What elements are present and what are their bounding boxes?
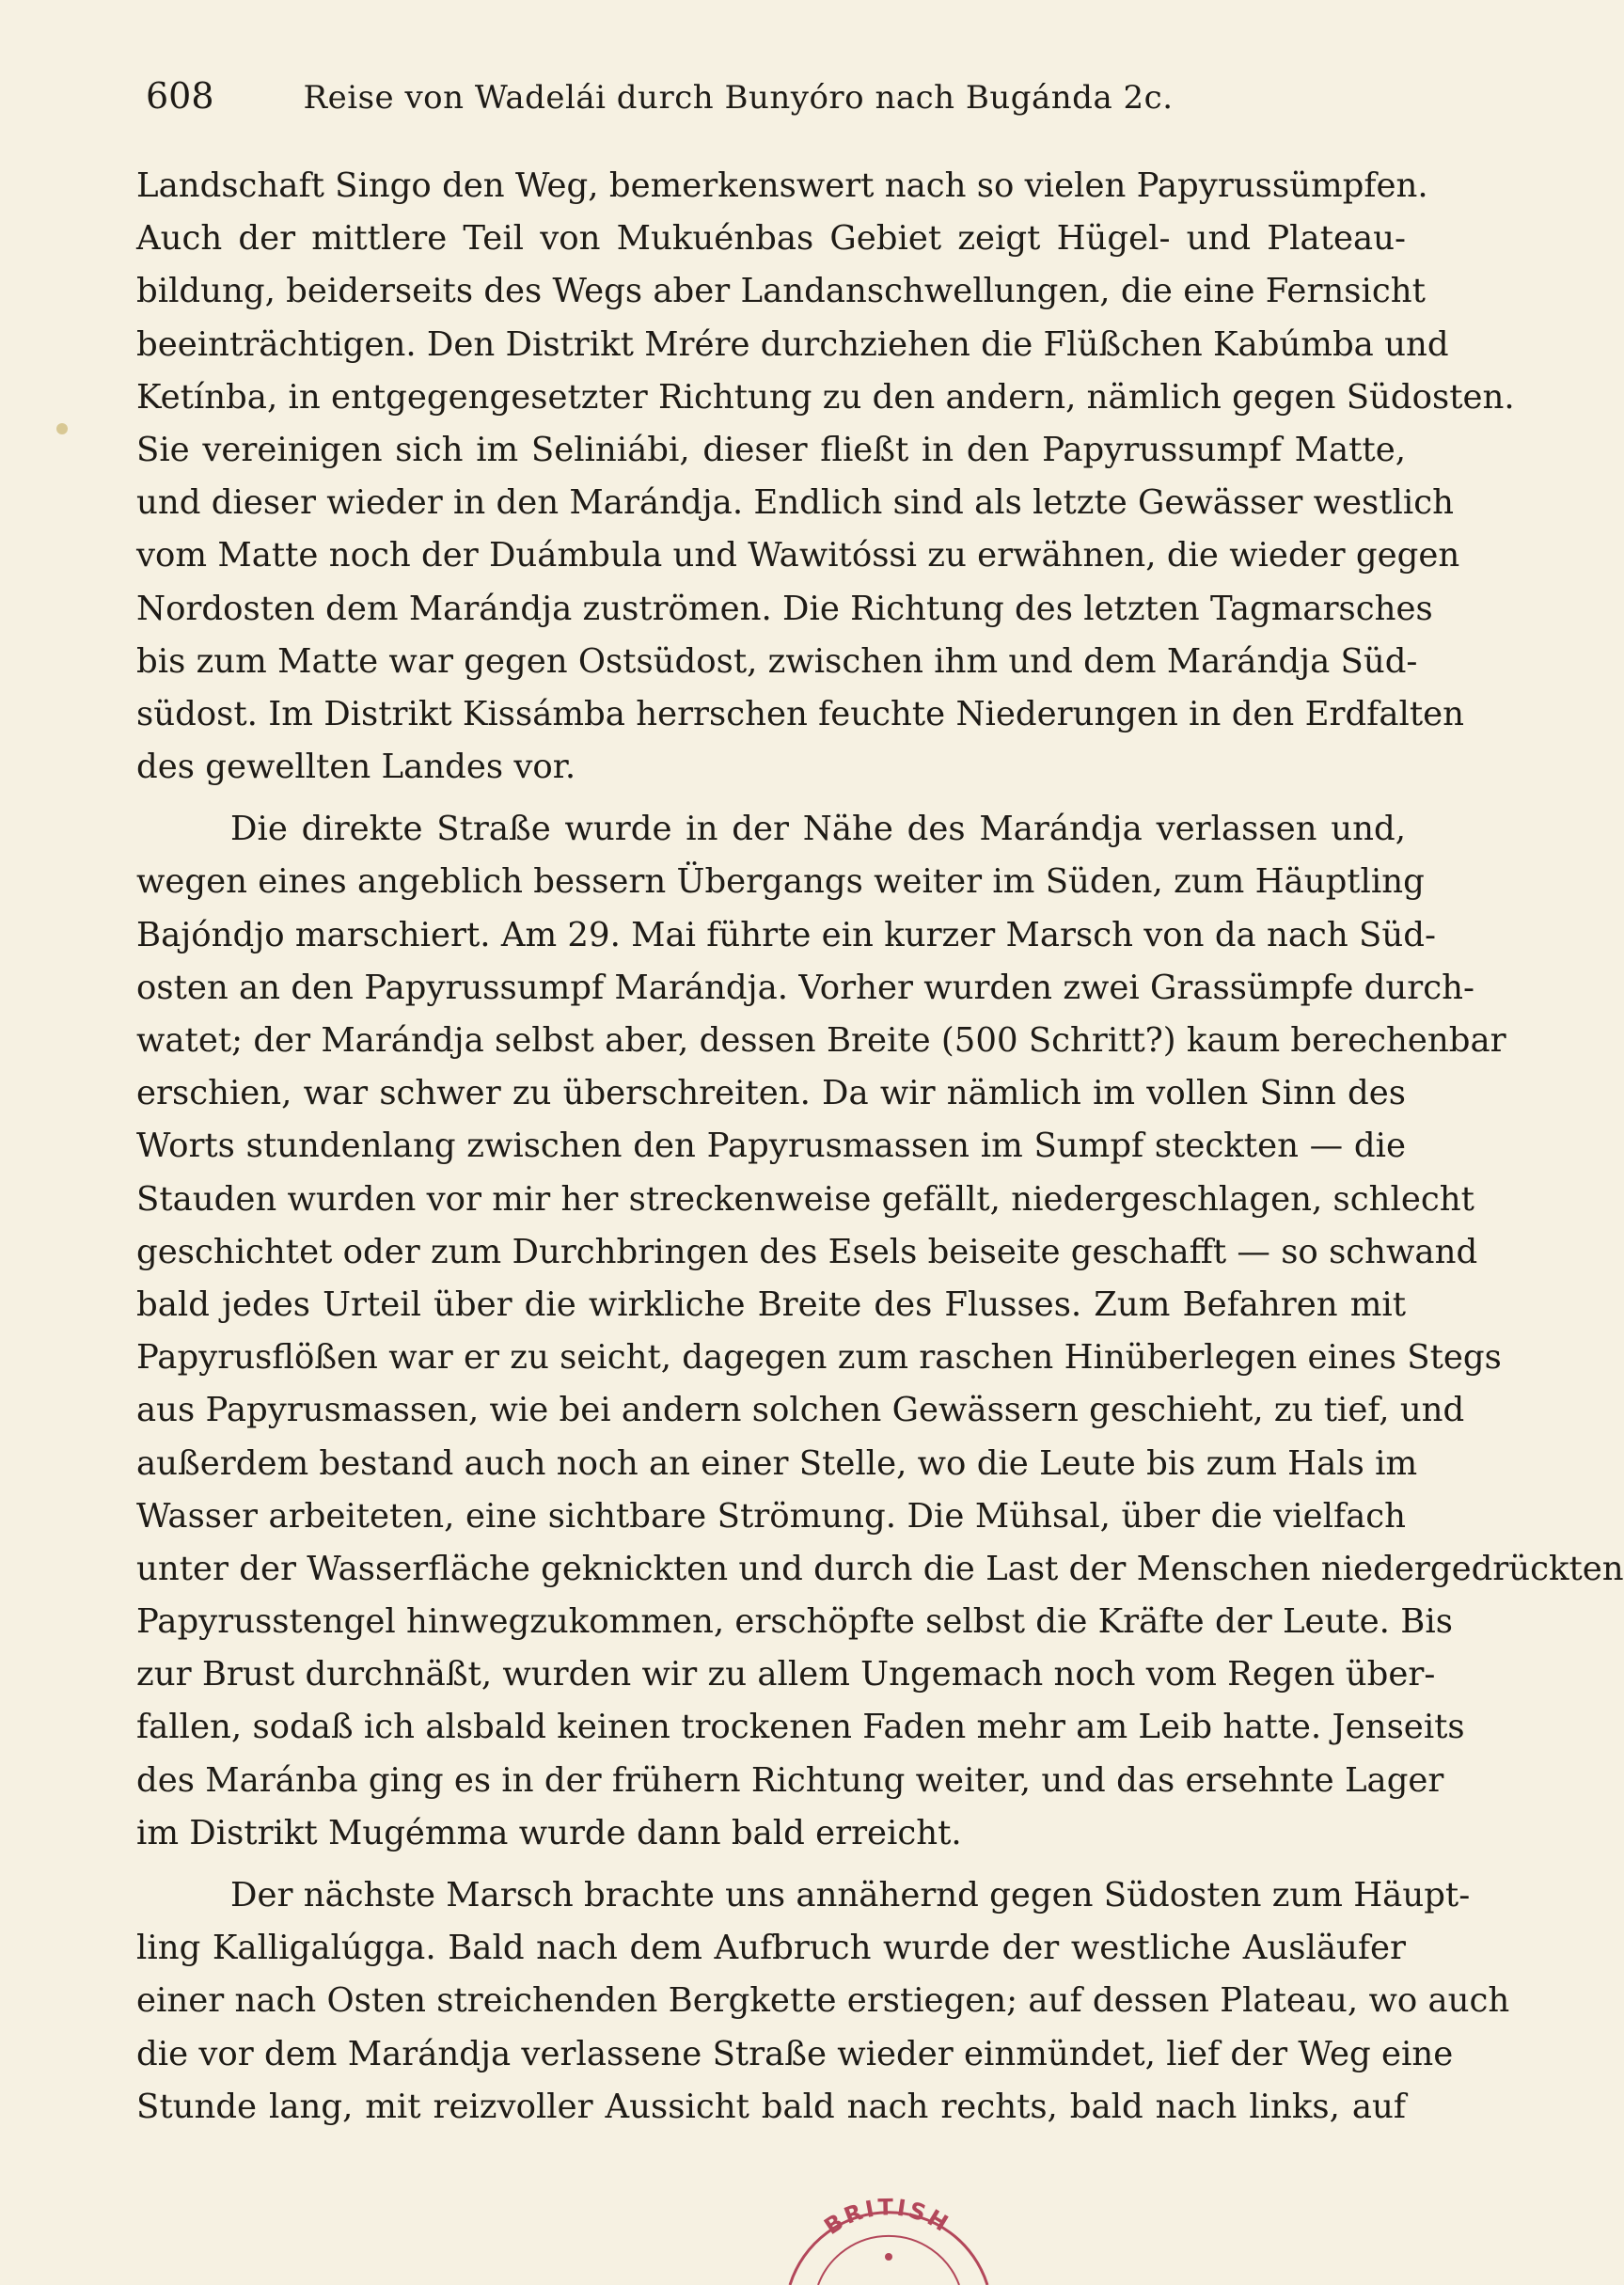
page-number: 608 <box>146 75 214 117</box>
stamp-outer-ring <box>790 2213 987 2285</box>
body-text <box>136 160 1624 2134</box>
text-line: geschichtet oder zum Durchbringen des Esels beiseite geschafft — so schwand <box>136 1232 1478 1271</box>
paragraph <box>136 160 1515 794</box>
text-line: Sie vereinigen sich im Seliniábi, dieser fließt in den Papyrussumpf Matte, <box>136 430 1406 469</box>
stamp-dot <box>885 2253 892 2261</box>
text-line: erschien, war schwer zu überschreiten. Da wir nämlich im vollen Sinn des <box>136 1074 1406 1113</box>
text-line: Der nächste Marsch brachte uns annähernd gegen Südosten zum Häupt- <box>230 1876 1471 1915</box>
text-line: Auch der mittlere Teil von Mukuénbas Gebiet zeigt Hügel- und Plateau- <box>136 219 1406 259</box>
text-line: außerdem bestand auch noch an einer Stelle, wo die Leute bis zum Hals im <box>136 1443 1418 1483</box>
paragraph <box>136 1869 1510 2134</box>
text-line: Bajóndjo marschiert. Am 29. Mai führte ein kurzer Marsch von da nach Süd- <box>136 915 1436 954</box>
text-line: bald jedes Urteil über die wirkliche Breite des Flusses. Zum Befahren mit <box>136 1284 1406 1324</box>
text-line: bis zum Matte war gegen Ostsüdost, zwischen ihm und dem Marándja Süd- <box>136 641 1418 681</box>
text-line: Stunde lang, mit reizvoller Aussicht bald nach rechts, bald nach links, auf <box>136 2087 1406 2126</box>
text-line: im Distrikt Mugémma wurde dann bald erreicht. <box>136 1813 962 1852</box>
text-line: die vor dem Marándja verlassene Straße wieder einmündet, lief der Weg eine <box>136 2034 1454 2073</box>
stamp-text: BRITISH <box>819 2194 955 2241</box>
text-line: einer nach Osten streichenden Bergkette erstiegen; auf dessen Plateau, wo auch <box>136 1981 1510 2021</box>
library-stamp <box>780 2135 997 2285</box>
text-line: beeinträchtigen. Den Distrikt Mrére durchziehen die Flüßchen Kabúmba und <box>136 324 1449 364</box>
paper-blemish <box>56 423 68 434</box>
text-line: Wasser arbeiteten, eine sichtbare Strömung. Die Mühsal, über die vielfach <box>136 1496 1406 1536</box>
text-line: und dieser wieder in den Marándja. Endlich sind als letzte Gewässer westlich <box>136 483 1454 523</box>
text-line: Landschaft Singo den Weg, bemerkenswert nach so vielen Papyrussümpfen. <box>136 166 1428 205</box>
text-line: wegen eines angeblich bessern Übergangs weiter im Süden, zum Häuptling <box>136 862 1425 902</box>
text-line: watet; der Marándja selbst aber, dessen Breite (500 Schritt?) kaum berechenbar <box>136 1021 1506 1060</box>
paragraph-gap <box>136 794 1406 803</box>
text-line: Papyrusflößen war er zu seicht, dagegen zum raschen Hinüberlegen eines Stegs <box>136 1338 1502 1378</box>
text-line: des gewellten Landes vor. <box>136 748 576 787</box>
running-head: Reise von Wadelái durch Bunyóro nach Bugánda 2c. <box>303 79 1174 117</box>
text-line: Nordosten dem Marándja zuströmen. Die Richtung des letzten Tagmarsches <box>136 589 1433 628</box>
text-line: zur Brust durchnäßt, wurden wir zu allem Ungemach noch vom Regen über- <box>136 1655 1436 1694</box>
text-line: südost. Im Distrikt Kissámba herrschen feuchte Niederungen in den Erdfalten <box>136 694 1464 733</box>
text-line: des Maránba ging es in der frühern Richtung weiter, und das ersehnte Lager <box>136 1760 1444 1800</box>
text-line: Stauden wurden vor mir her streckenweise gefällt, niedergeschlagen, schlecht <box>136 1179 1474 1219</box>
text-line: aus Papyrusmassen, wie bei andern solchen Gewässern geschieht, zu tief, und <box>136 1391 1465 1430</box>
text-line: unter der Wasserfläche geknickten und durch die Last der Menschen niedergedrückten <box>136 1549 1624 1588</box>
text-line: Ketínba, in entgegengesetzter Richtung zu den andern, nämlich gegen Südosten. <box>136 377 1515 417</box>
text-line: ling Kalligalúgga. Bald nach dem Aufbruch wurde der westliche Ausläufer <box>136 1929 1406 1968</box>
text-line: bildung, beiderseits des Wegs aber Landanschwellungen, die eine Fernsicht <box>136 272 1426 311</box>
text-line: fallen, sodaß ich alsbald keinen trockenen Faden mehr am Leib hatte. Jenseits <box>136 1708 1465 1747</box>
paragraph-gap <box>136 1860 1406 1869</box>
text-line: Worts stundenlang zwischen den Papyrusmassen im Sumpf steckten — die <box>136 1127 1406 1166</box>
page-header <box>146 75 1312 128</box>
text-line: vom Matte noch der Duámbula und Wawitóssi zu erwähnen, die wieder gegen <box>136 536 1460 575</box>
text-line: Die direkte Straße wurde in der Nähe des Marándja verlassen und, <box>230 810 1406 849</box>
paragraph <box>136 803 1624 1860</box>
text-line: Papyrusstengel hinwegzukommen, erschöpfte selbst die Kräfte der Leute. Bis <box>136 1602 1453 1642</box>
text-line: osten an den Papyrussumpf Marándja. Vorher wurden zwei Grassümpfe durch- <box>136 968 1474 1007</box>
